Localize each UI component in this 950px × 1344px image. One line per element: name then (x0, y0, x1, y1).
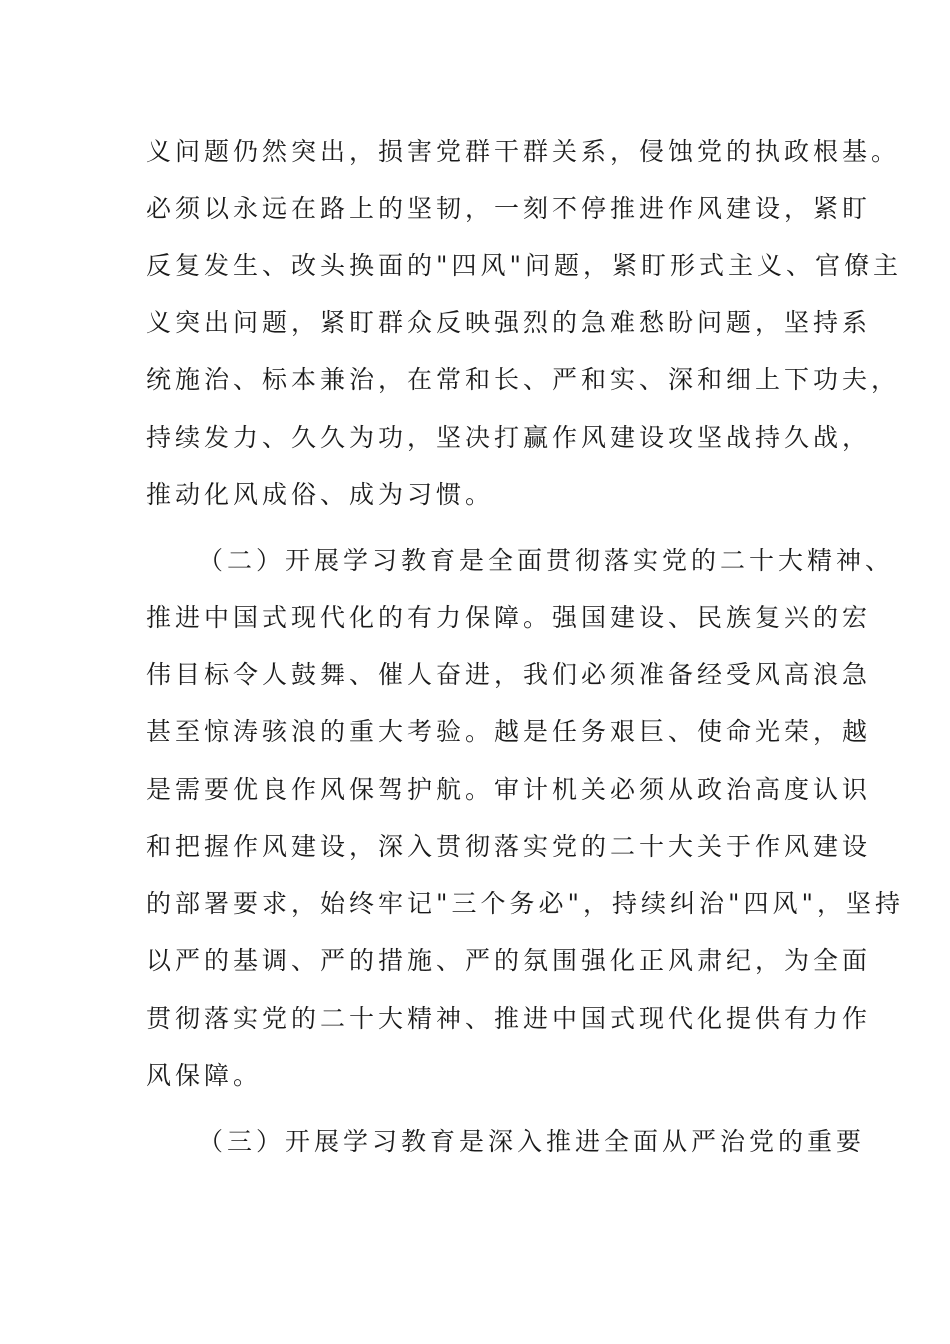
text-line: 持续发力、久久为功，坚决打赢作风建设攻坚战持久战， (146, 423, 872, 452)
text-line: 伟目标令人鼓舞、催人奋进，我们必须准备经受风高浪急 (146, 660, 872, 689)
text-line: 以严的基调、严的措施、严的氛围强化正风肃纪，为全面 (146, 946, 872, 975)
text-line: 是需要优良作风保驾护航。审计机关必须从政治高度认识 (146, 775, 872, 804)
text-line: 统施治、标本兼治，在常和长、严和实、深和细上下功夫， (146, 365, 901, 394)
text-line: 反复发生、改头换面的"四风"问题，紧盯形式主义、官僚主 (146, 251, 903, 280)
text-line: 贯彻落实党的二十大精神、推进中国式现代化提供有力作 (146, 1004, 872, 1033)
text-line: 推动化风成俗、成为习惯。 (146, 480, 495, 509)
paragraph-heading-3: （三）开展学习教育是深入推进全面从严治党的重要 (198, 1127, 866, 1156)
text-line: 甚至惊涛骇浪的重大考验。越是任务艰巨、使命光荣，越 (146, 717, 872, 746)
text-line: 推进中国式现代化的有力保障。强国建设、民族复兴的宏 (146, 603, 872, 632)
text-line: 的部署要求，始终牢记"三个务必"，持续纠治"四风"，坚持 (146, 889, 904, 918)
text-line: 和把握作风建设，深入贯彻落实党的二十大关于作风建设 (146, 832, 872, 861)
text-line: 必须以永远在路上的坚韧，一刻不停推进作风建设，紧盯 (146, 194, 872, 223)
paragraph-heading-2: （二）开展学习教育是全面贯彻落实党的二十大精神、 (198, 546, 895, 575)
text-line: 义突出问题，紧盯群众反映强烈的急难愁盼问题，坚持系 (146, 308, 872, 337)
text-line: 风保障。 (146, 1061, 263, 1090)
text-line: 义问题仍然突出，损害党群干群关系，侵蚀党的执政根基。 (146, 137, 901, 166)
